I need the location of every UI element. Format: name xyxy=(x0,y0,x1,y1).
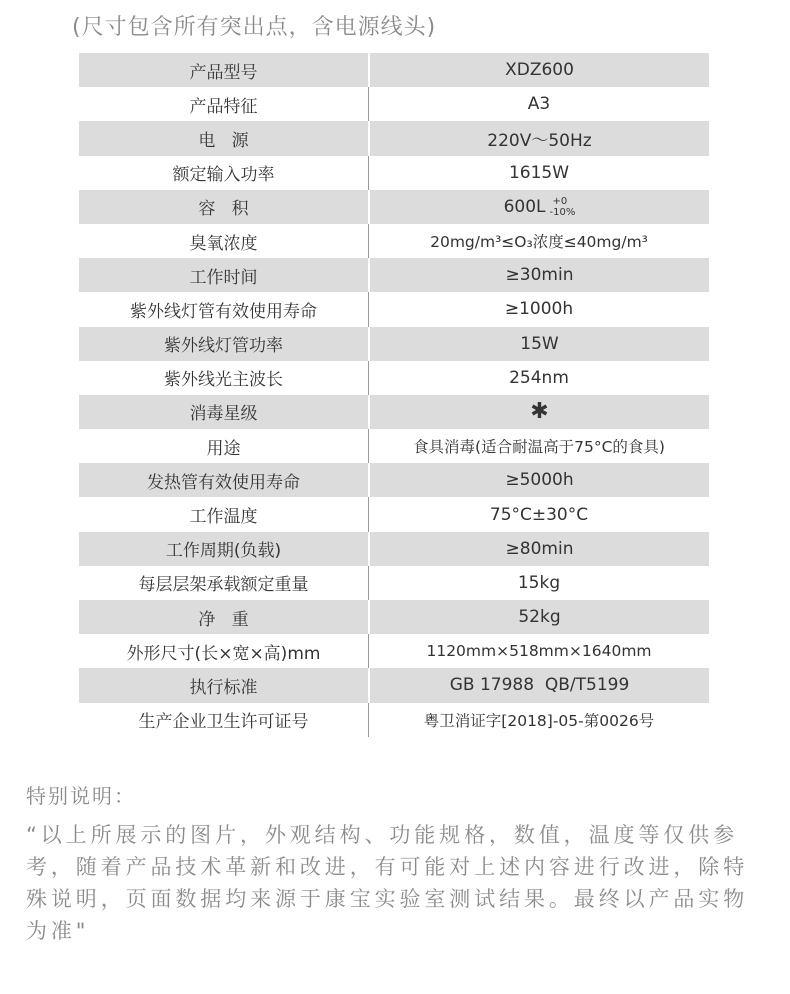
dimension-note: (尺寸包含所有突出点，含电源线头) xyxy=(72,15,437,40)
spec-label: 每层层架承载额定重量 xyxy=(138,575,309,596)
spec-label: 发热管有效使用寿命 xyxy=(147,472,300,493)
spec-value: 15W xyxy=(520,333,559,354)
spec-row-standard xyxy=(79,668,709,702)
spec-value: XDZ600 xyxy=(505,60,574,81)
spec-row-shelf-load xyxy=(79,566,709,600)
spec-row-uv-power xyxy=(79,327,709,361)
special-notes xyxy=(26,780,766,947)
spec-value: ≥80min xyxy=(505,538,574,559)
spec-row-rated-power xyxy=(79,156,709,190)
spec-row-power-supply xyxy=(79,121,709,155)
spec-row-usage xyxy=(79,429,709,463)
spec-label: 紫外线光主波长 xyxy=(164,370,283,391)
spec-value: 食具消毒(适合耐温高于75°C的食具) xyxy=(413,438,665,457)
spec-row-dimensions xyxy=(79,634,709,668)
spec-value: 75°C±30°C xyxy=(489,504,589,525)
spec-label: 臭氧浓度 xyxy=(189,233,258,254)
volume-tolerance xyxy=(550,196,576,218)
spec-value: A3 xyxy=(527,94,551,115)
spec-row-uv-wavelength xyxy=(79,361,709,395)
spec-label: 产品特征 xyxy=(189,96,258,117)
spec-label: 消毒星级 xyxy=(189,404,258,425)
spec-row-model xyxy=(79,53,709,87)
spec-label: 工作温度 xyxy=(189,507,258,528)
spec-label: 容 积 xyxy=(198,199,249,220)
spec-value: 254nm xyxy=(509,367,569,388)
spec-row-work-time xyxy=(79,258,709,292)
spec-row-ozone xyxy=(79,224,709,258)
spec-value xyxy=(370,196,709,218)
spec-row-feature xyxy=(79,87,709,121)
spec-row-volume xyxy=(79,190,709,224)
spec-value: 粤卫消证字[2018]-05-第0026号 xyxy=(423,711,655,730)
spec-value: GB 17988 QB/T5199 xyxy=(449,675,630,696)
spec-row-uv-life xyxy=(79,292,709,326)
spec-value: 15kg xyxy=(517,572,561,593)
spec-label: 工作周期(负载) xyxy=(165,541,282,562)
spec-label: 执行标准 xyxy=(189,677,258,698)
spec-table xyxy=(79,53,709,737)
spec-value: ≥30min xyxy=(505,265,574,286)
notes-body: “以上所展示的图片，外观结构、功能规格，数值，温度等仅供参考，随着产品技术革新和改进，有可能对上述内容进行改进，除特殊说明，页面数据均来源于康宝实验室测试结果。最终以产品实物为准" xyxy=(26,823,749,943)
spec-value: ≥1000h xyxy=(504,299,574,320)
spec-value: 1120mm×518mm×1640mm xyxy=(426,642,652,661)
spec-label: 紫外线灯管功率 xyxy=(164,336,283,357)
spec-value: ≥5000h xyxy=(505,470,574,491)
spec-label: 净 重 xyxy=(198,609,249,630)
spec-label: 用途 xyxy=(206,438,241,459)
spec-label: 生产企业卫生许可证号 xyxy=(138,712,309,733)
spec-value: 1615W xyxy=(508,162,570,183)
spec-value: 52kg xyxy=(518,607,561,628)
spec-row-work-temperature xyxy=(79,497,709,531)
tolerance-plus: +0 xyxy=(552,195,568,207)
spec-label: 外形尺寸(长×宽×高)mm xyxy=(126,643,321,664)
spec-value: 20mg/m³≤O₃浓度≤40mg/m³ xyxy=(430,233,648,252)
notes-title: 特别说明： xyxy=(26,784,136,808)
spec-label: 额定输入功率 xyxy=(172,165,275,186)
spec-row-net-weight xyxy=(79,600,709,634)
tolerance-minus: -10% xyxy=(549,206,576,218)
spec-row-heater-life xyxy=(79,463,709,497)
spec-row-license xyxy=(79,703,709,737)
spec-label: 紫外线灯管有效使用寿命 xyxy=(130,301,317,322)
spec-label: 产品型号 xyxy=(189,62,258,83)
spec-label: 电 源 xyxy=(198,130,249,151)
volume-value: 600L xyxy=(503,196,546,217)
spec-value: 220V～50Hz xyxy=(487,130,592,151)
spec-row-disinfection-rating xyxy=(79,395,709,429)
spec-row-work-cycle xyxy=(79,532,709,566)
spec-label: 工作时间 xyxy=(189,267,258,288)
star-icon: ✱ xyxy=(530,399,549,425)
